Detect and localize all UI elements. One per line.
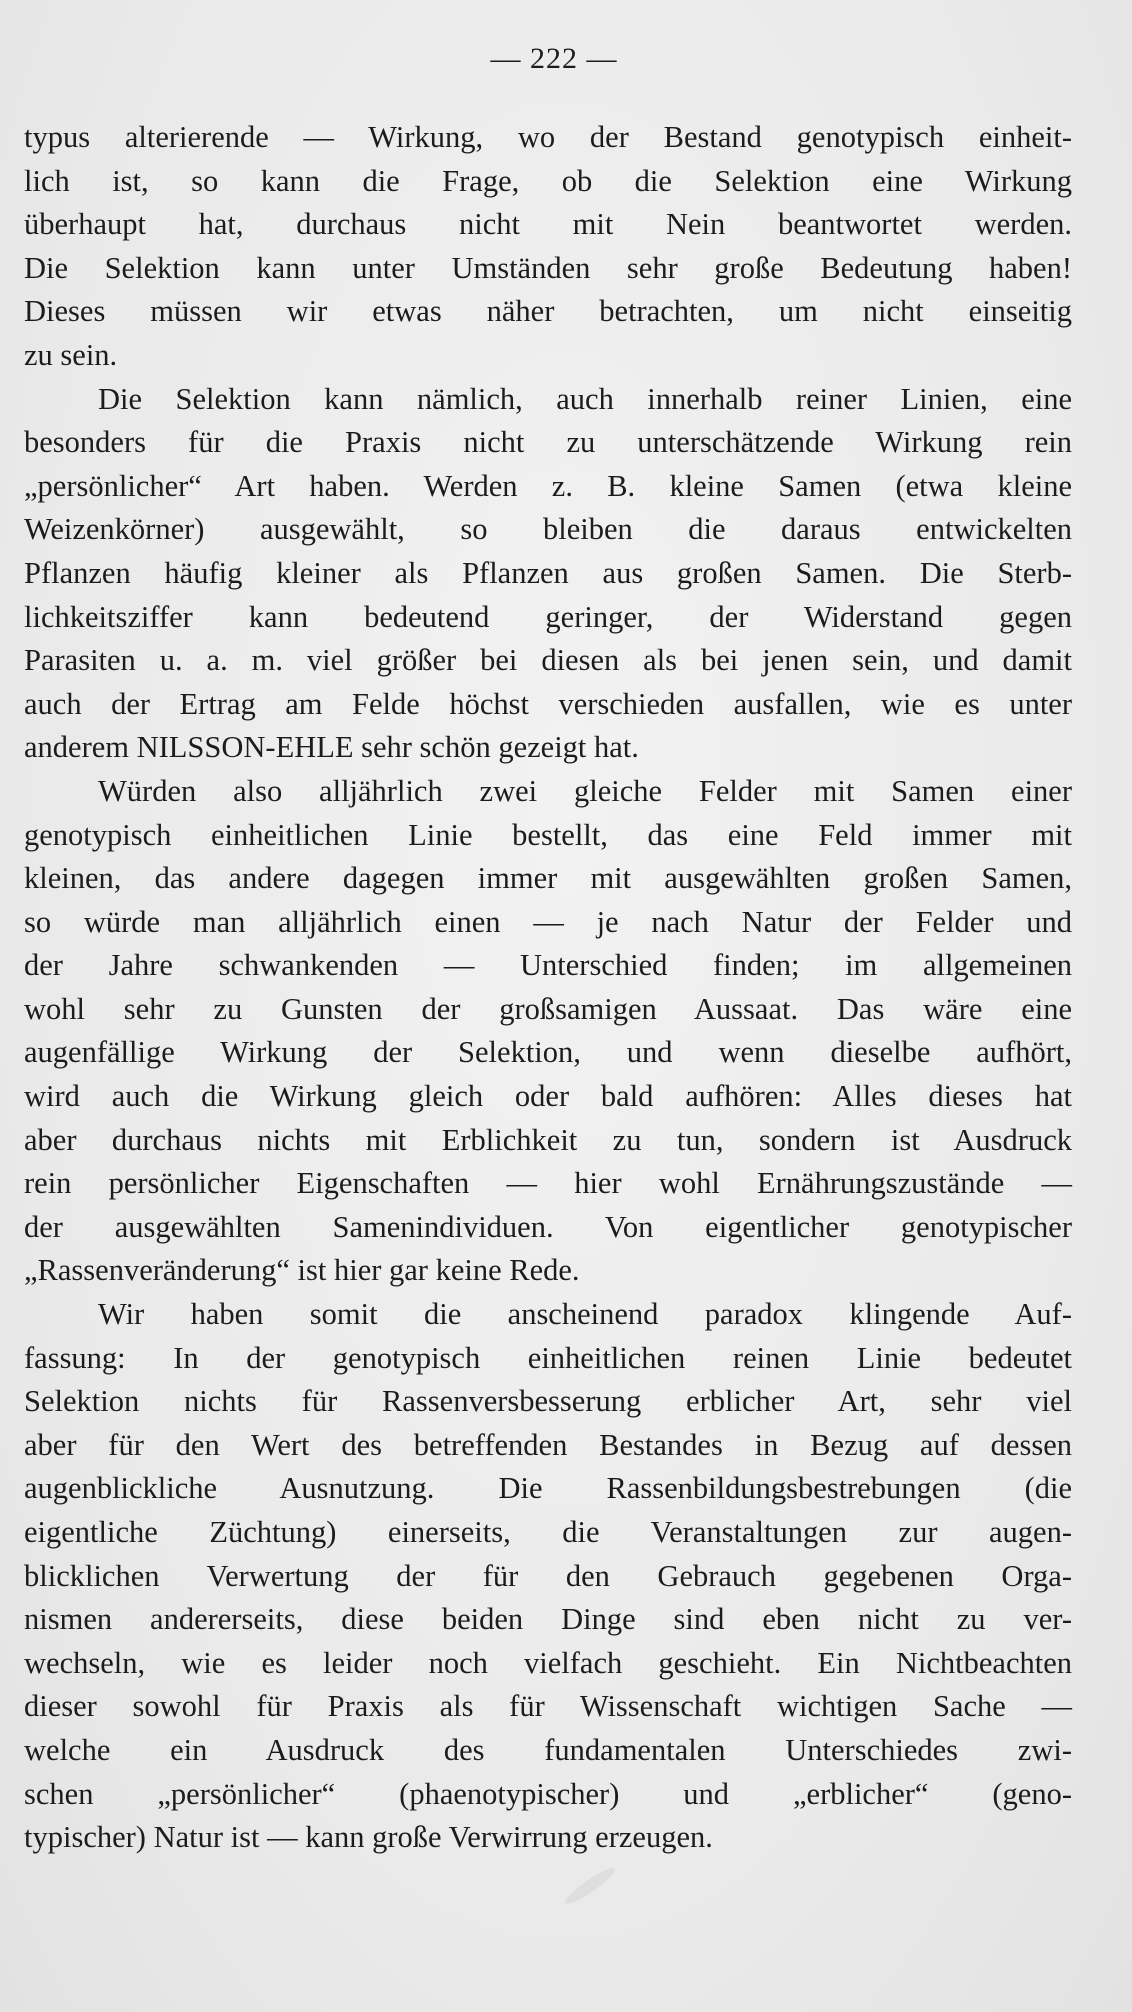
text-line: der Jahre schwankenden — Unterschied finden; im allgemeinen (24, 948, 1072, 983)
text-line: wohl sehr zu Gunsten der großsamigen Aussaat. Das wäre eine (24, 991, 1072, 1026)
text-line: Selektion nichts für Rassenversbesserung erblicher Art, sehr viel (24, 1384, 1072, 1419)
text-line: kleinen, das andere dagegen immer mit ausgewählten großen Samen, (24, 861, 1072, 896)
text-line: fassung: In der genotypisch einheitlichen reinen Linie bedeutet (24, 1340, 1072, 1375)
text-line: Die Selektion kann unter Umständen sehr große Bedeutung haben! (24, 250, 1072, 285)
text-line: Parasiten u. a. m. viel größer bei diesen als bei jenen sein, und damit (24, 643, 1072, 678)
text-line: rein persönlicher Eigenschaften — hier wohl Ernährungszustände — (24, 1166, 1072, 1201)
text-line: augenblickliche Ausnutzung. Die Rassenbildungsbestrebungen (die (24, 1471, 1072, 1506)
page-smudge (562, 1864, 618, 1908)
text-line: genotypisch einheitlichen Linie bestellt, das eine Feld immer mit (24, 817, 1072, 852)
text-line: „persönlicher“ Art haben. Werden z. B. kleine Samen (etwa kleine (24, 468, 1072, 503)
text-line: auch der Ertrag am Felde höchst verschieden ausfallen, wie es unter (24, 686, 1072, 721)
text-line: dieser sowohl für Praxis als für Wissenschaft wichtigen Sache — (24, 1689, 1072, 1724)
text-line: anderem NILSSON-EHLE sehr schön gezeigt hat. (24, 730, 639, 765)
page-number: — 222 — (490, 42, 618, 75)
text-line: wechseln, wie es leider noch vielfach geschieht. Ein Nichtbeachten (24, 1645, 1072, 1680)
text-line: „Rassenveränderung“ ist hier gar keine Rede. (24, 1253, 580, 1288)
text-line: eigentliche Züchtung) einerseits, die Veranstaltungen zur augen- (24, 1515, 1072, 1549)
text-line: nismen andererseits, diese beiden Dinge sind eben nicht zu ver- (24, 1602, 1072, 1637)
text-line: lichkeitsziffer kann bedeutend geringer, der Widerstand gegen (24, 599, 1072, 634)
text-line: Wir haben somit die anscheinend paradox klingende Auf- (98, 1297, 1072, 1332)
text-line: typus alterierende — Wirkung, wo der Bestand genotypisch einheit- (24, 120, 1072, 154)
text-line: Würden also alljährlich zwei gleiche Felder mit Samen einer (98, 773, 1072, 808)
text-line: überhaupt hat, durchaus nicht mit Nein beantwortet werden. (24, 207, 1072, 242)
text-line: lich ist, so kann die Frage, ob die Selektion eine Wirkung (24, 163, 1072, 198)
body-text (24, 116, 1072, 1860)
text-line: zu sein. (24, 337, 118, 372)
text-line: augenfällige Wirkung der Selektion, und wenn dieselbe aufhört, (24, 1035, 1072, 1070)
text-line: Die Selektion kann nämlich, auch innerhalb reiner Linien, eine (98, 381, 1072, 416)
text-line: Dieses müssen wir etwas näher betrachten, um nicht einseitig (24, 294, 1072, 329)
text-line: besonders für die Praxis nicht zu unterschätzende Wirkung rein (24, 425, 1072, 460)
text-line: blicklichen Verwertung der für den Gebrauch gegebenen Orga- (24, 1558, 1072, 1593)
text-line: so würde man alljährlich einen — je nach Natur der Felder und (24, 904, 1072, 939)
text-line: welche ein Ausdruck des fundamentalen Unterschiedes zwi- (24, 1732, 1072, 1767)
text-line: schen „persönlicher“ (phaenotypischer) und „erblicher“ (geno- (24, 1776, 1072, 1811)
text-line: aber durchaus nichts mit Erblichkeit zu tun, sondern ist Ausdruck (24, 1122, 1072, 1157)
text-line: der ausgewählten Samenindividuen. Von eigentlicher genotypischer (24, 1209, 1072, 1244)
text-line: Weizenkörner) ausgewählt, so bleiben die daraus entwickelten (24, 512, 1072, 547)
text-line: typischer) Natur ist — kann große Verwirrung erzeugen. (24, 1820, 713, 1855)
text-line: aber für den Wert des betreffenden Bestandes in Bezug auf dessen (24, 1427, 1072, 1462)
text-line: wird auch die Wirkung gleich oder bald aufhören: Alles dieses hat (24, 1079, 1072, 1114)
text-line: Pflanzen häufig kleiner als Pflanzen aus großen Samen. Die Sterb- (24, 555, 1072, 590)
